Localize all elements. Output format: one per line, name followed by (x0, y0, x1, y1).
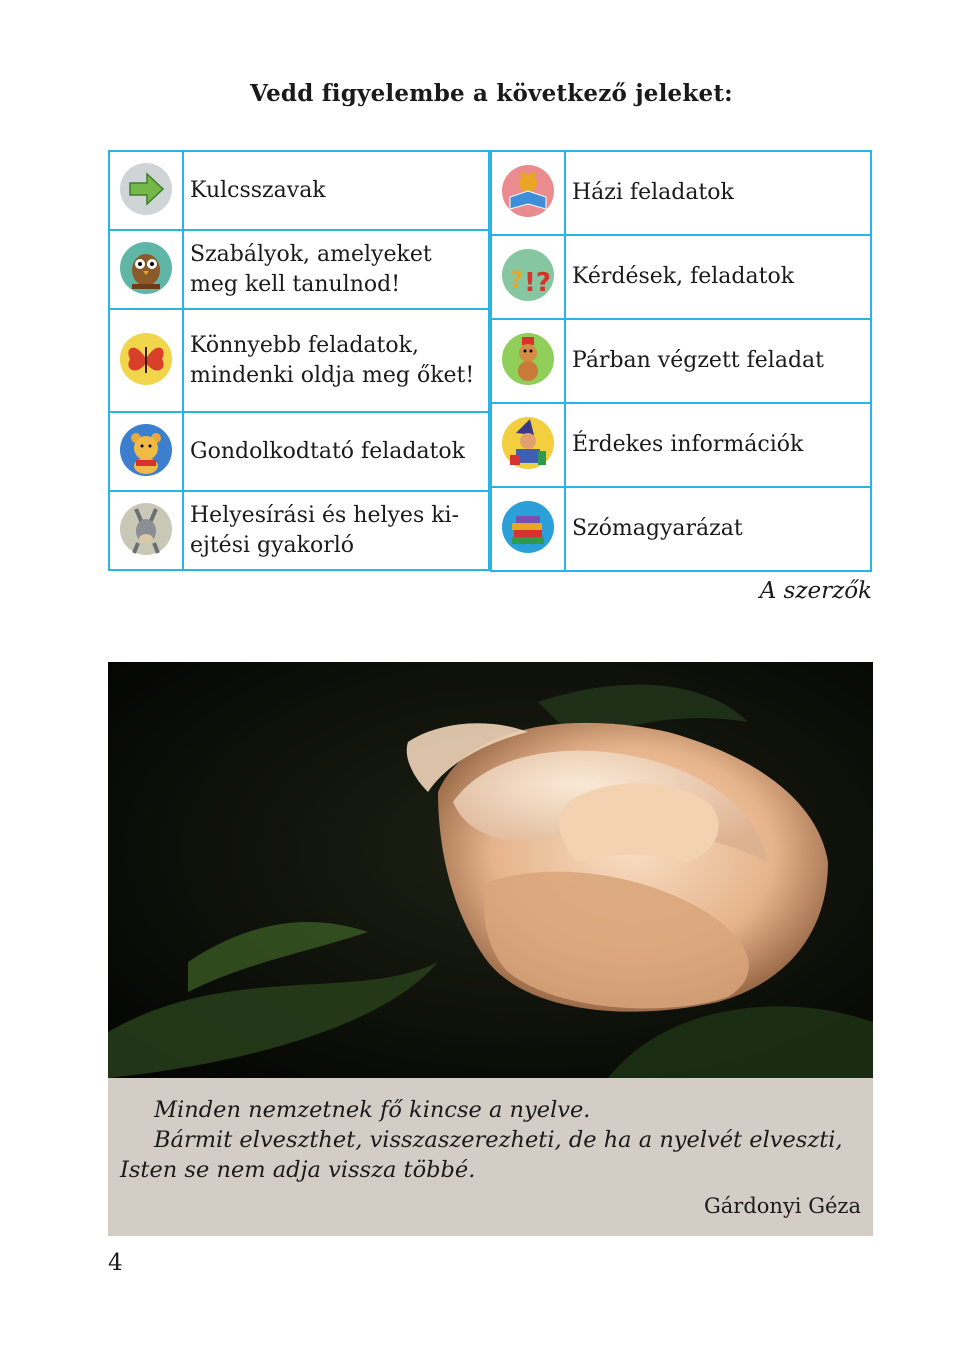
legend-row (491, 487, 871, 571)
svg-text:?: ? (510, 268, 523, 293)
legend-row (491, 235, 871, 319)
legend-row (491, 403, 871, 487)
legend-label: Könnyebb feladatok, mindenki oldja meg őket! (183, 309, 489, 412)
legend-label: Érdekes információk (565, 403, 871, 487)
quote-author: Gárdonyi Géza (704, 1194, 861, 1218)
legend-label: Szabályok, amelyeket meg kell tanulnod! (183, 230, 489, 309)
legend-row (109, 230, 489, 309)
legend-row (491, 319, 871, 403)
quote-line: Isten se nem adja vissza többé. (120, 1157, 476, 1183)
legend-label: Kérdések, feladatok (565, 235, 871, 319)
legend-table-left (108, 150, 490, 571)
authors-signature: A szerzők (759, 578, 872, 604)
legend-label: Párban végzett feladat (565, 319, 871, 403)
page-number: 4 (108, 1250, 123, 1276)
bear-icon (118, 422, 174, 478)
books-icon (500, 499, 556, 555)
reading-cat-icon (500, 163, 556, 219)
legend-row (491, 151, 871, 235)
donkey-icon (118, 501, 174, 557)
owl-icon (118, 240, 174, 296)
rose-photo (108, 662, 873, 1078)
page-heading: Vedd figyelembe a következő jeleket: (250, 80, 733, 107)
legend-row (109, 412, 489, 491)
legend-row (109, 491, 489, 570)
green-arrow-icon (118, 161, 174, 217)
wizard-icon (500, 415, 556, 471)
svg-text:!?: !? (524, 268, 551, 298)
legend-row (109, 151, 489, 230)
butterfly-icon (118, 331, 174, 387)
legend-row (109, 309, 489, 412)
quote-line: Bármit elveszthet, visszaszerezheti, de ha a nyelvét elveszti, (154, 1127, 843, 1153)
quote-line: Minden nemzetnek fő kincse a nyelve. (154, 1097, 591, 1123)
legend-label: Helyesírási és helyes ki-ejtési gyakorló (183, 491, 489, 570)
legend-label: Kulcsszavak (183, 151, 489, 230)
legend-label: Házi feladatok (565, 151, 871, 235)
legend-label: Szómagyarázat (565, 487, 871, 571)
bird-pair-icon (500, 331, 556, 387)
legend-table-right (490, 150, 872, 572)
legend-label: Gondolkodtató feladatok (183, 412, 489, 491)
question-marks-icon (500, 247, 556, 303)
quote-box (108, 1078, 873, 1236)
